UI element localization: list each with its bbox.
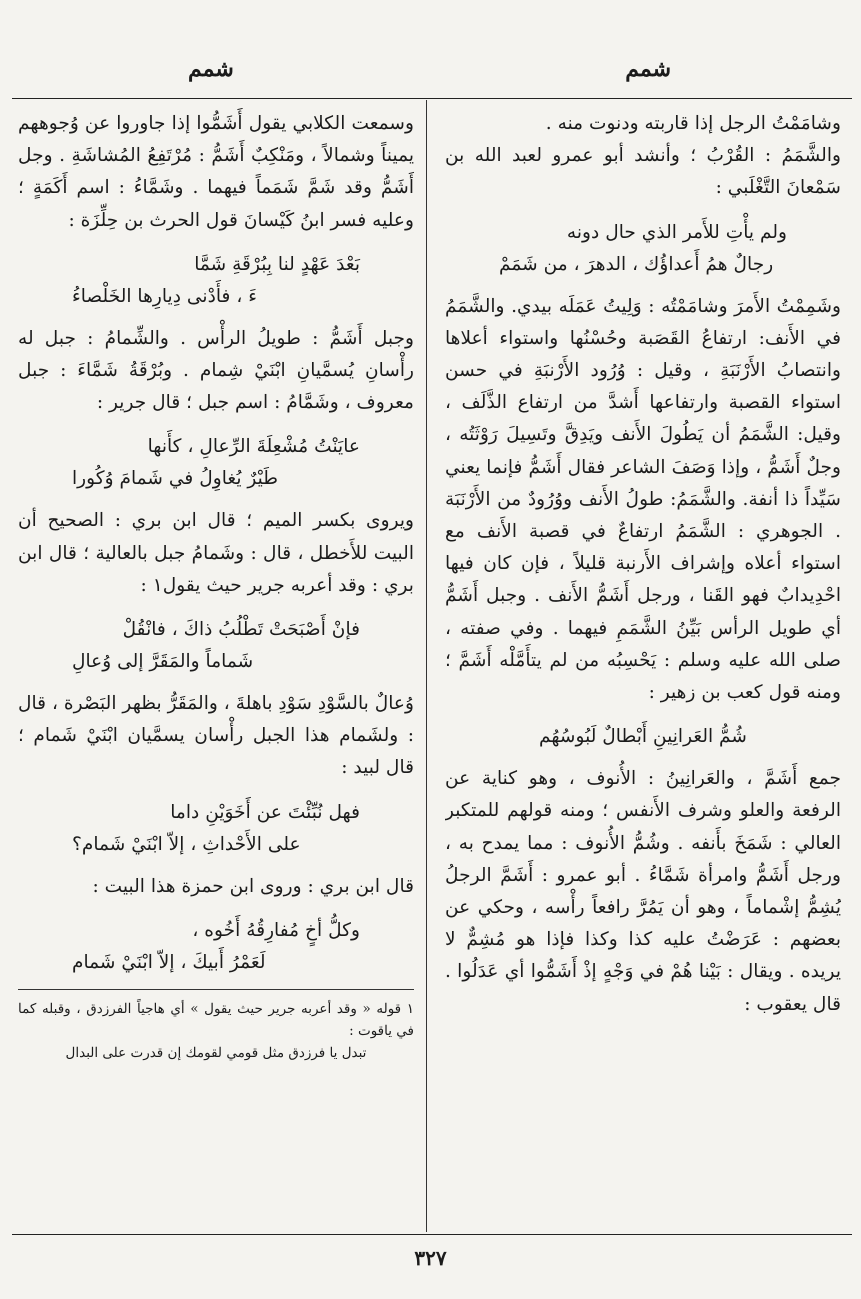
header-word-left: شمم <box>188 56 234 82</box>
right-column <box>445 108 841 1228</box>
paragraph: وسمعت الكلابي يقول أَشَمُّوا إذا جاوروا عن وُجوههم يميناً وشمالاً ، ومَنْكِبٌ أَشَمُّ : مُرْتَفِعُ المُشاشَةِ . وجل أَشَمُّ وقد شَمَّ شَمَماً فيهما . وشَمَّاءُ : اسم أَكَمَةٍ ؛ وعليه فسر ابنُ كَيْسانَ قول الحرث بن حِلِّزَة : <box>18 113 414 231</box>
header-rule <box>12 98 852 99</box>
verse-hemistich: طَيْرٌ يُغاوِلُ في شَمامَ وُكُورا <box>72 468 279 490</box>
page-number: ٣٢٧ <box>414 1246 447 1270</box>
verse <box>445 217 841 281</box>
paragraph: جمع أَشَمَّ ، والعَرانِينُ : الأُنوف ، وهو كناية عن الرفعة والعلو وشرف الأَنفس ؛ ومنه قولهم للمتكبر العالي : شَمَخَ بأَنفه . وشُمُّ الأُنوف : مما يمدح به ، ورجل أَشَمُّ وامرأة شَمَّاءُ . أبو عمرو : أَشَمَّ الرجلُ يُشِمُّ إشْماماً ، وهو أن يَمُرَّ رافعاً رأْسه ، وحكي عن بعضهم : عَرَضْتُ عليه كذا وكذا فإذا هو مُشِمٌّ لا يريده . ويقال : بَيْنا هُمْ في وَجْهٍ إذْ أَشَمُّوا أي عَدَلُوا . قال يعقوب : <box>445 768 841 1015</box>
paragraph: قال ابن بري : وروى ابن حمزة هذا البيت : <box>92 875 414 897</box>
verse <box>18 915 414 979</box>
verse <box>18 614 414 678</box>
verse-hemistich: ءَ ، فأَدْنى دِيارِها الخَلْصاءُ <box>72 285 257 307</box>
verse-hemistich: وكلُّ أخٍ مُفارِقُهُ أَخُوه ، <box>192 919 360 941</box>
left-column <box>18 108 414 1228</box>
header-word-right: شمم <box>625 56 671 82</box>
verse <box>18 797 414 861</box>
footnote-separator <box>18 989 414 990</box>
verse-hemistich: فهل نُبِّئْتَ عن أَخَوَيْنِ داما <box>170 801 360 823</box>
paragraph: وشَمِمْتُ الأَمرَ وشامَمْتُه : وَلِيتُ عَمَلَه بيدي. والشَّمَمُ في الأَنف: ارتفاعُ القَصَبة وحُسْنُها واستواء أعلاها وانتصابُ الأَرْنَبَةِ ، وقيل : وُرُود الأَرْنبَةِ في حسن استواء القصبة وارتفاعها أَشدَّ من ارتفاع الذَّلَف ، وقيل: الشَّمَمُ أن يَطُولَ الأَنف ويَدِقَّ وتَسِيلَ رَوْثَتُه ، وجلٌ أَشَمُّ ، وإذا وَصَفَ الشاعر فقال أَشَمُّ فإنما يعني سَيِّداً ذا أنفة. والشَّمَمُ: طولُ الأَنف ووُرُودٌ من الأَرْنَبَة . الجوهري : الشَّمَمُ ارتفاعٌ في قصبة الأَنف مع استواء أعلاه وإشراف الأَرنبة قليلاً ، فإن كان فيها احْدِيدابٌ فهو القَنا ، ورجل أَشَمُّ الأَنف . وجبل أَشَمُّ أي طويل الرأس بَيِّنُ الشَّمَمِ فيهما . وفي صفته ، صلى الله عليه وسلم : يَحْسِبُه من لم يتأَمَّلْه أَشَمَّ ؛ ومنه قول كعب بن زهير : <box>445 295 841 704</box>
paragraph: ويروى بكسر الميم ؛ قال ابن بري : الصحيح أن البيت للأَخطل ، قال : وشَمامُ جبل بالعالية ؛ قال ابن بري : وقد أعربه جرير حيث يقول١ : <box>18 510 414 596</box>
verse-hemistich: بَعْدَ عَهْدٍ لنا بِبُرْقَةِ شَمَّا <box>194 253 360 275</box>
paragraph: وُعالٌ بالسَّوْدِ سَوْدِ باهلةَ ، والمَقَرُّ بظهر البَصْرة ، قال : ولشَمام هذا الجبل رأْسان يسمَّيان ابْنَيْ شَمام ؛ قال لبيد : <box>18 693 414 779</box>
verse-hemistich: رجالٌ همُ أَعداؤُك ، الدهرَ ، من شَمَمْ <box>499 253 774 275</box>
verse <box>18 431 414 495</box>
verse <box>18 249 414 313</box>
verse-hemistich: عايَنْتُ مُشْعِلَةَ الرِّعالِ ، كأَنها <box>147 436 360 458</box>
footnote-verse: تبدل يا فرزدق مثل قومي لقومك إن قدرت على البدال <box>65 1044 367 1061</box>
verse-hemistich: شُمُّ العَرانِينِ أَبْطالٌ لَبُوسُهُم <box>538 726 748 748</box>
footnote: ١ قوله « وقد أعربه جرير حيث يقول » أي هاجياً الفرزدق ، وقبله كما في ياقوت : <box>18 1000 414 1039</box>
column-divider <box>426 100 427 1232</box>
page-header <box>0 52 861 98</box>
verse-hemistich: شَماماً والمَقَرَّ إلى وُعالِ <box>72 651 254 673</box>
verse-hemistich: على الأَحْداثِ ، إلاّ ابْنَيْ شَمام؟ <box>72 833 301 855</box>
paragraph: وجبل أَشَمُّ : طويلُ الرأْس . والشِّمامُ : جبل له رأْسانِ يُسمَّيانِ ابْنَيْ شِمام . وبُرْقَةُ شَمَّاءَ : جبل معروف ، وشَمَّامُ : اسم جبل ؛ قال جرير : <box>18 327 414 414</box>
verse-hemistich: ولم يأْتِ للأَمر الذي حال دونه <box>566 221 787 243</box>
paragraph: وشامَمْتُ الرجل إذا قاربته ودنوت منه . <box>545 113 841 134</box>
verse-hemistich: لَعَمْرُ أَبيكَ ، إلاّ ابْنَيْ شَمام <box>72 951 266 973</box>
verse-hemistich: فإنْ أَصْبَحَتْ تَطْلُبُ ذاكَ ، فانْقُلْ <box>122 619 360 641</box>
paragraph: والشَّمَمُ : القُرْبُ ؛ وأنشد أبو عمرو لعبد الله بن سَمْعانَ التَّغْلَبي : <box>445 145 841 199</box>
verse <box>445 721 841 753</box>
footer-rule <box>12 1234 852 1235</box>
